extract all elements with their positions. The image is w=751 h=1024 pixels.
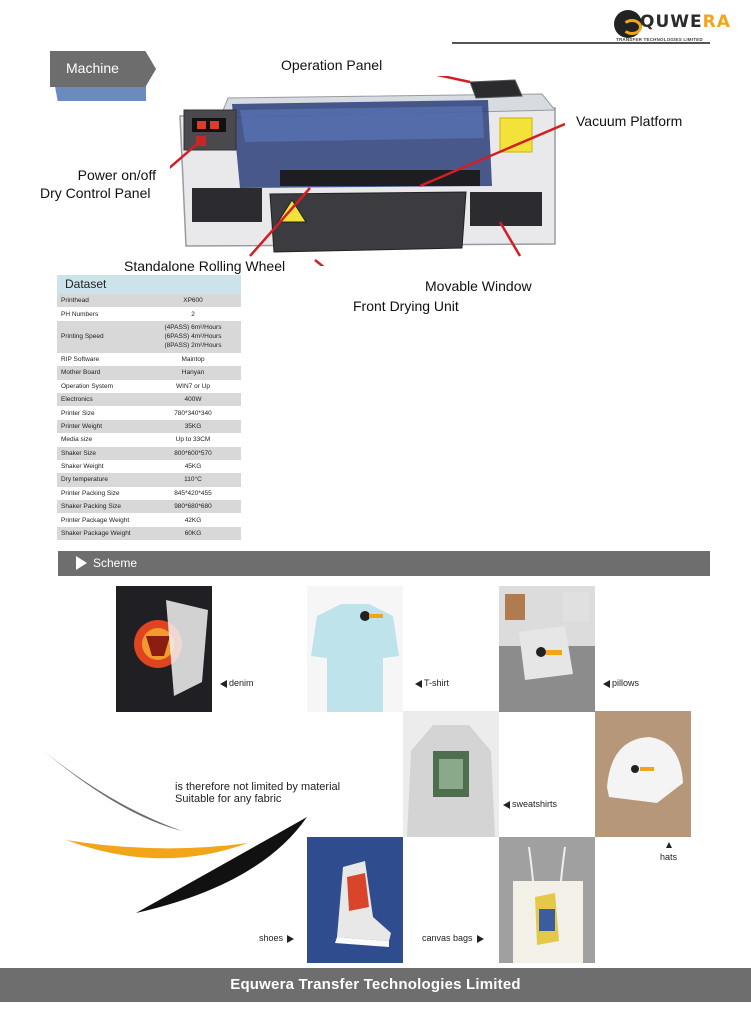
table-row: Shaker Packing Size 980*680*680 [57,500,241,513]
company-logo [614,10,731,44]
table-row: Shaker Size 800*600*570 [57,447,241,460]
sweatshirts-photo [403,711,499,837]
logo-tagline: TRANSFER TECHNOLOGIES LIMITED [616,37,703,42]
callout-vacuum-platform: Vacuum Platform [576,113,683,129]
table-row: RIP Software Maintop [61,355,205,363]
canvas-bags-label: canvas bags [422,933,484,943]
hoodie-image [403,711,499,837]
sneaker-image [307,837,403,963]
arrow-right-icon [477,935,484,943]
table-row: Electronics 400W [57,393,241,406]
table-row: Operation System WIN7 or Up [61,382,210,390]
scheme-section-bar [58,551,710,576]
logo-wordmark: QUWERA [640,12,731,32]
table-row: Dry temperature 110°C [57,473,241,486]
table-row: Mother Board Hanyan [57,366,241,379]
cap-image [595,711,691,837]
table-row: Printhead XP600 [57,294,241,307]
arrow-left-icon [220,680,227,688]
table-row: Media size Up to 33CM [61,436,211,444]
table-row: Shaker Weight 45KG [61,463,202,471]
machine-section-tab [50,51,156,87]
arrow-right-icon [287,935,294,943]
tiger-transfer-image [116,586,212,712]
table-row: Printing Speed (4PASS) 6m²/Hours (6PASS) 4m²/Hours (8PASS) 2m²/Hours [57,321,241,353]
table-row: Printer Packing Size 845*420*455 [61,489,212,497]
tshirt-label: T-shirt [415,678,449,688]
arrow-left-icon [603,680,610,688]
hats-photo [595,711,691,837]
table-row: Shaker Package Weight 60KG [57,527,241,540]
spec-dataset [57,275,241,540]
arrow-left-icon [415,680,422,688]
sweatshirts-label: sweatshirts [503,799,557,809]
callout-operation-panel: Operation Panel [281,57,383,73]
footer-bar [0,968,751,1002]
table-row: PH Numbers 2 [61,310,195,318]
callout-front-drying-unit: Front Drying Unit [353,298,459,314]
scheme-section-label: Scheme [93,556,138,570]
logo-mark-icon [614,10,642,38]
callout-movable-window: Movable Window [425,278,532,294]
spec-table [57,294,241,540]
decorative-swoosh-graphic [40,745,315,920]
callout-standalone-rolling-wheel: Standalone Rolling Wheel [124,258,286,274]
dtf-printer-illustration [170,76,570,266]
footer-company-name: Equwera Transfer Technologies Limited [230,976,521,993]
tshirt-image [307,586,403,712]
play-arrow-icon [76,556,87,570]
tshirt-photo [307,586,403,712]
table-row: Printer Package Weight 42KG [61,516,202,524]
denim-photo [116,586,212,712]
arrow-left-icon [503,801,510,809]
shoes-photo [307,837,403,963]
callout-power-switch: Power on/off [77,167,156,183]
denim-label: denim [220,678,254,688]
canvas-bags-photo [499,837,595,963]
arrow-up-icon [666,842,672,848]
dataset-title: Dataset [57,275,241,294]
table-row: Printer Size 780*340*340 [61,409,212,417]
pillows-photo [499,586,595,712]
material-tagline: is therefore not limited by material Suitable for any fabric [175,781,341,805]
pillow-image [499,586,595,712]
header-divider [452,42,710,44]
callout-dry-control-panel: Dry Control Panel [40,185,151,201]
tote-bag-image [499,837,595,963]
table-row: Printer Weight 35KG [57,420,241,433]
hats-label: hats [660,842,677,862]
pillows-label: pillows [603,678,639,688]
machine-section-label: Machine [66,60,119,76]
shoes-label: shoes [259,933,294,943]
